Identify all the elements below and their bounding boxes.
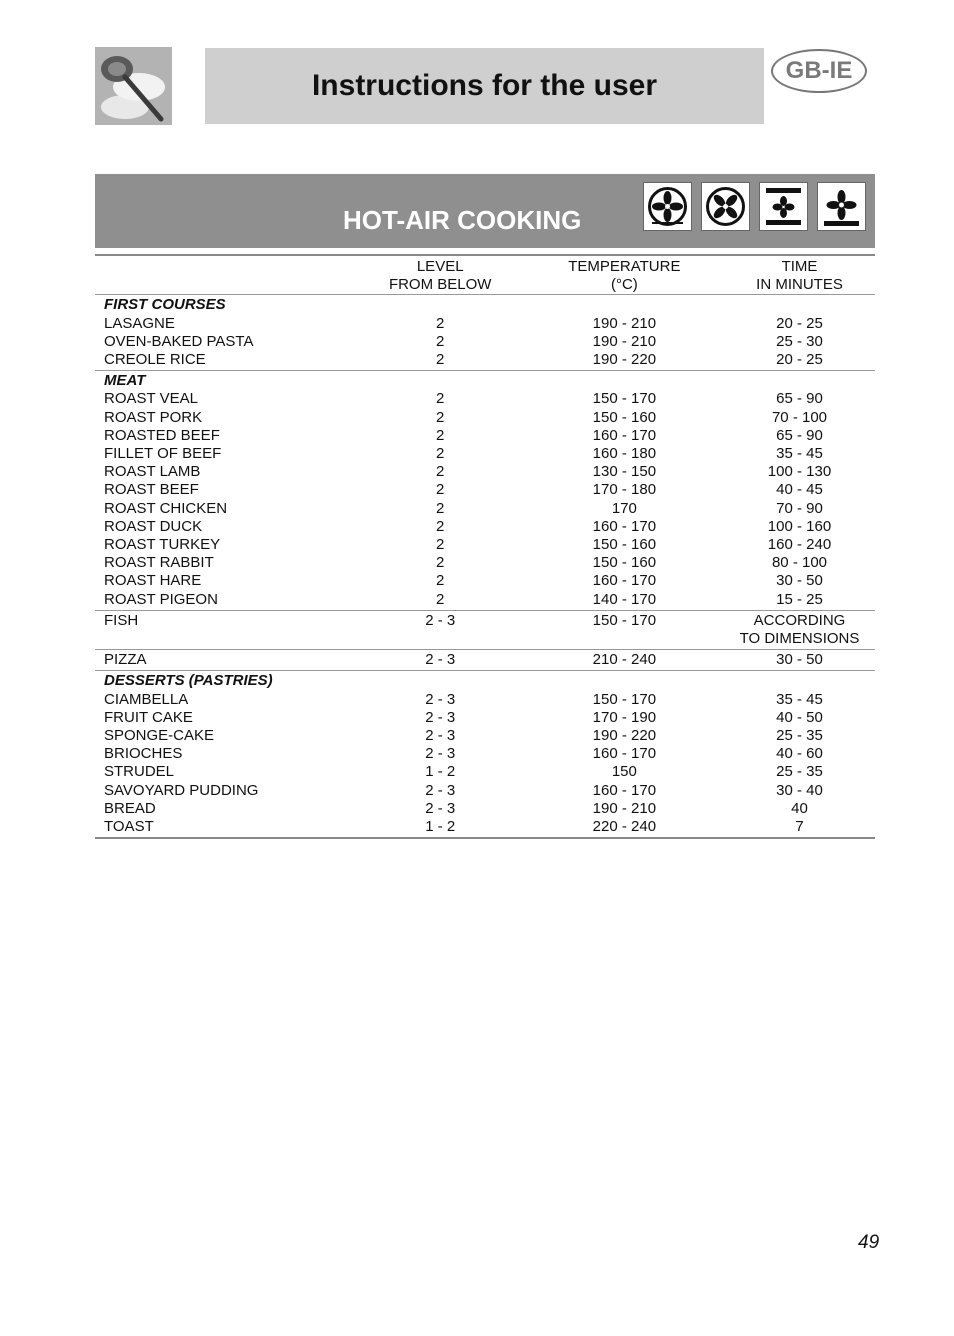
header-bar xyxy=(205,48,764,124)
temperature-cell: 210 - 240 xyxy=(592,651,657,669)
time-cell: 30 - 50 xyxy=(776,651,823,669)
dish-cell: STRUDEL xyxy=(104,763,175,781)
time-cell: 35 - 45 xyxy=(776,690,823,708)
table-row xyxy=(95,610,875,649)
section-banner xyxy=(95,174,875,248)
temperature-cell: 160 - 170 xyxy=(592,781,657,799)
time-cell: 65 - 90 xyxy=(776,390,823,408)
dish-cell: CIAMBELLA xyxy=(104,690,189,708)
temperature-cell: 190 - 210 xyxy=(592,799,657,817)
level-cell: 2 xyxy=(436,554,445,572)
time-cell: 65 - 90 xyxy=(776,426,823,444)
fan-oven-icon xyxy=(643,182,692,231)
level-cell: 2 - 3 xyxy=(425,781,456,799)
time-cell: 70 - 90 xyxy=(776,499,823,517)
table-row xyxy=(95,390,875,408)
level-cell: 2 xyxy=(436,390,445,408)
dish-cell: LASAGNE xyxy=(104,314,175,332)
table-row xyxy=(95,351,875,371)
dish-cell: FILLET OF BEEF xyxy=(104,445,222,463)
temperature-cell: 140 - 170 xyxy=(592,590,657,608)
category-label: MEAT xyxy=(104,372,146,390)
level-cell: 1 - 2 xyxy=(425,763,456,781)
temperature-cell: 190 - 210 xyxy=(592,332,657,350)
dish-cell: BREAD xyxy=(104,799,156,817)
time-cell: 30 - 50 xyxy=(776,572,823,590)
table-row xyxy=(95,536,875,554)
temperature-cell: 190 - 220 xyxy=(592,351,657,369)
table-row xyxy=(95,463,875,481)
time-cell: 80 - 100 xyxy=(771,554,828,572)
category-row xyxy=(95,295,875,315)
level-cell: 2 xyxy=(436,408,445,426)
temperature-cell: 150 - 160 xyxy=(592,536,657,554)
level-cell: 2 - 3 xyxy=(425,745,456,763)
dish-cell: TOAST xyxy=(104,818,154,836)
table-row xyxy=(95,427,875,445)
table-group xyxy=(95,610,875,649)
region-badge: GB-IE xyxy=(771,49,867,93)
dish-cell: FRUIT CAKE xyxy=(104,708,193,726)
temperature-cell: 160 - 170 xyxy=(592,517,657,535)
temperature-cell: 160 - 170 xyxy=(592,745,657,763)
oven-function-icons xyxy=(643,182,866,231)
level-cell: 2 - 3 xyxy=(425,799,456,817)
category-row xyxy=(95,371,875,391)
level-cell: 2 xyxy=(436,332,445,350)
fan-grill-icon xyxy=(759,182,808,231)
time-cell: 25 - 30 xyxy=(776,332,823,350)
level-cell: 2 xyxy=(436,572,445,590)
table-row xyxy=(95,500,875,518)
fan-oven-icon xyxy=(701,182,750,231)
temperature-cell: 170 - 180 xyxy=(592,481,657,499)
temperature-cell: 220 - 240 xyxy=(592,818,657,836)
time-cell: 35 - 45 xyxy=(776,445,823,463)
level-cell: 2 - 3 xyxy=(425,651,456,669)
level-cell: 2 xyxy=(436,517,445,535)
fan-bottom-heat-icon xyxy=(817,182,866,231)
table-row xyxy=(95,409,875,427)
time-cell: 7 xyxy=(795,818,804,836)
temperature-cell: 150 xyxy=(611,763,637,781)
table-group xyxy=(95,295,875,371)
dish-cell: SPONGE-CAKE xyxy=(104,727,215,745)
dish-cell: ROAST CHICKEN xyxy=(104,499,228,517)
table-group xyxy=(95,371,875,611)
level-cell: 2 xyxy=(436,499,445,517)
table-row xyxy=(95,818,875,838)
time-cell: 20 - 25 xyxy=(776,314,823,332)
dish-cell: ROAST HARE xyxy=(104,572,202,590)
temperature-cell: 160 - 170 xyxy=(592,426,657,444)
table-row xyxy=(95,650,875,671)
table-row xyxy=(95,481,875,499)
time-cell: 100 - 130 xyxy=(767,463,832,481)
level-cell: 2 xyxy=(436,314,445,332)
header-level: LEVEL FROM BELOW xyxy=(356,255,525,295)
level-cell: 2 xyxy=(436,590,445,608)
level-cell: 2 - 3 xyxy=(425,611,456,629)
level-cell: 2 xyxy=(436,463,445,481)
time-cell: 40 - 50 xyxy=(776,708,823,726)
time-cell: 25 - 35 xyxy=(776,763,823,781)
temperature-cell: 170 xyxy=(611,499,637,517)
section-title: HOT-AIR COOKING xyxy=(343,205,582,235)
time-cell: 40 xyxy=(791,799,808,817)
temperature-cell: 150 - 170 xyxy=(592,611,657,629)
temperature-cell: 160 - 170 xyxy=(592,572,657,590)
dish-cell: PIZZA xyxy=(104,651,147,669)
chef-logo xyxy=(95,47,172,125)
dish-cell: ROAST RABBIT xyxy=(104,554,214,572)
table-header-row xyxy=(95,255,875,295)
header-dish xyxy=(95,255,356,295)
dish-cell: SAVOYARD PUDDING xyxy=(104,781,259,799)
table-row xyxy=(95,333,875,351)
table-row xyxy=(95,691,875,709)
time-cell: 15 - 25 xyxy=(776,590,823,608)
level-cell: 2 xyxy=(436,445,445,463)
level-cell: 2 xyxy=(436,351,445,369)
category-label: FIRST COURSES xyxy=(104,296,226,314)
dish-cell: BRIOCHES xyxy=(104,745,183,763)
temperature-cell: 190 - 220 xyxy=(592,727,657,745)
table-row xyxy=(95,572,875,590)
temperature-cell: 170 - 190 xyxy=(592,708,657,726)
dish-cell: ROAST DUCK xyxy=(104,517,203,535)
temperature-cell: 150 - 160 xyxy=(592,408,657,426)
category-row xyxy=(95,671,875,691)
temperature-cell: 150 - 160 xyxy=(592,554,657,572)
time-cell: 40 - 45 xyxy=(776,481,823,499)
dish-cell: FISH xyxy=(104,611,139,629)
table-row xyxy=(95,554,875,572)
chef-hat-spoon-icon xyxy=(95,47,172,125)
table-row xyxy=(95,782,875,800)
time-cell: 25 - 35 xyxy=(776,727,823,745)
level-cell: 2 - 3 xyxy=(425,708,456,726)
table-group xyxy=(95,671,875,838)
dish-cell: ROAST PORK xyxy=(104,408,203,426)
dish-cell: ROAST TURKEY xyxy=(104,536,221,554)
time-cell: 160 - 240 xyxy=(767,536,832,554)
cooking-table xyxy=(95,254,875,839)
dish-cell: ROAST BEEF xyxy=(104,481,199,499)
dish-cell: ROASTED BEEF xyxy=(104,426,220,444)
time-cell: 20 - 25 xyxy=(776,351,823,369)
table-row xyxy=(95,763,875,781)
level-cell: 2 xyxy=(436,426,445,444)
dish-cell: CREOLE RICE xyxy=(104,351,206,369)
time-cell: 70 - 100 xyxy=(771,408,828,426)
table-row xyxy=(95,745,875,763)
header-time: TIME IN MINUTES xyxy=(724,255,875,295)
temperature-cell: 150 - 170 xyxy=(592,690,657,708)
temperature-cell: 150 - 170 xyxy=(592,390,657,408)
temperature-cell: 160 - 180 xyxy=(592,445,657,463)
time-cell: 40 - 60 xyxy=(776,745,823,763)
category-label: DESSERTS (PASTRIES) xyxy=(104,672,273,690)
page-title: Instructions for the user xyxy=(311,69,658,102)
level-cell: 2 xyxy=(436,481,445,499)
dish-cell: ROAST LAMB xyxy=(104,463,201,481)
table-row xyxy=(95,709,875,727)
time-cell: 30 - 40 xyxy=(776,781,823,799)
temperature-cell: 130 - 150 xyxy=(592,463,657,481)
table-row xyxy=(95,727,875,745)
table-row xyxy=(95,591,875,611)
table-row xyxy=(95,315,875,333)
dish-cell: ROAST PIGEON xyxy=(104,590,218,608)
level-cell: 2 - 3 xyxy=(425,727,456,745)
dish-cell: ROAST VEAL xyxy=(104,390,198,408)
table-row xyxy=(95,800,875,818)
table-row xyxy=(95,445,875,463)
time-cell: 100 - 160 xyxy=(767,517,832,535)
table-group xyxy=(95,650,875,671)
level-cell: 2 - 3 xyxy=(425,690,456,708)
page-number: 49 xyxy=(858,1232,880,1253)
table-row xyxy=(95,518,875,536)
dish-cell: OVEN-BAKED PASTA xyxy=(104,332,254,350)
level-cell: 1 - 2 xyxy=(425,818,456,836)
header-temperature: TEMPERATURE (°C) xyxy=(525,255,724,295)
level-cell: 2 xyxy=(436,536,445,554)
temperature-cell: 190 - 210 xyxy=(592,314,657,332)
time-cell: ACCORDING TO DIMENSIONS xyxy=(739,611,860,648)
